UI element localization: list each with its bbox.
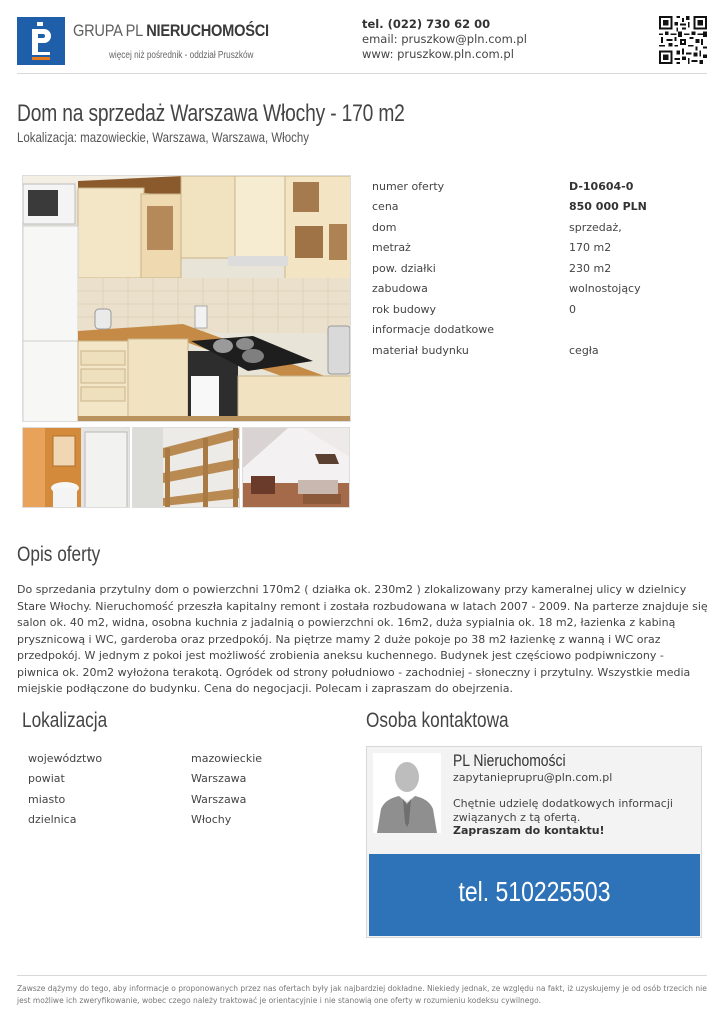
param-key: metraż — [372, 241, 411, 255]
param-value: 170 m2 — [569, 241, 612, 255]
location-value: Warszawa — [191, 792, 247, 806]
param-row — [372, 299, 712, 320]
office-contact — [362, 17, 527, 62]
qr-code-icon — [659, 16, 707, 64]
location-row — [28, 789, 348, 810]
param-value: 230 m2 — [569, 261, 612, 275]
param-value: 850 000 PLN — [569, 200, 647, 214]
contact-name: PL Nieruchomości — [453, 751, 566, 770]
param-row — [372, 238, 712, 259]
param-key: numer oferty — [372, 179, 445, 193]
param-key: cena — [372, 200, 399, 214]
location-row — [28, 769, 348, 790]
description-text: Do sprzedania przytulny dom o powierzchni 170m2 ( działka ok. 230m2 ) zlokalizowany przy kameralnej ulicy w dzielnicy Stare Włochy. Nieruchomość przeszła kapitalny remont i została rozbudowana w latach 2007 - 2009. Na parterze znajduje się salon ok. 40 m2, widna, osobna kuchnia z jadalnią o powierzchni ok. 16m2, duża sypialnia ok. 18 m2, łazienka z kabiną prysznicową i WC, garderoba oraz przedpokój. Na piętrze mamy 2 duże pokoje po 38 m2 łazienkę z wanną i WC oraz przedpokój. W jednym z pokoi jest możliwość zrobienia aneksu kuchennego. Budynek jest częściowo podpiwniczony - piwnica ok. 20m2 wyłożona terakotą. Ogródek od strony południowo - zachodniej - słoneczny i przytulny. Wszystkie media miejskie podłączone do budynku. Cena do negocjacji. Polecam i zapraszam do obejrzenia. — [17, 583, 708, 695]
description-heading: Opis oferty — [17, 543, 101, 566]
offer-parameters — [372, 176, 712, 361]
brand-prefix: GRUPA PL — [73, 21, 147, 40]
param-key: informacje dodatkowe — [372, 323, 495, 337]
brand-tagline: więcej niż pośrednik - oddział Pruszków — [109, 50, 254, 61]
param-row — [372, 340, 712, 361]
thumbnail-attic-room[interactable] — [242, 427, 350, 508]
param-key: zabudowa — [372, 282, 428, 296]
staircase-photo-image — [133, 428, 240, 508]
location-heading: Lokalizacja — [22, 709, 108, 732]
param-row — [372, 258, 712, 279]
location-key: powiat — [28, 772, 65, 786]
param-row — [372, 320, 712, 341]
param-value: 0 — [569, 302, 576, 316]
location-row — [28, 810, 348, 831]
param-row — [372, 217, 712, 238]
param-key: dom — [372, 220, 397, 234]
footer-divider — [17, 975, 707, 976]
location-key: dzielnica — [28, 813, 77, 827]
main-photo[interactable] — [22, 175, 351, 422]
disclaimer-text: Zawsze dążymy do tego, aby informacje o proponowanych przez nas ofertach były jak najbardziej dokładne. Niekiedy jednak, ze względu na fakt, iż uzyskujemy je od osób trzecich nie jest możliwe ich zweryfikowanie, wobec czego należy traktować je orientacyjnie i nie stanowią one oferty w rozumieniu kodeksu cywilnego. — [17, 984, 707, 1005]
param-row — [372, 197, 712, 218]
param-value: D-10604-0 — [569, 179, 634, 193]
location-value: Włochy — [191, 813, 232, 827]
location-value: mazowieckie — [191, 751, 263, 765]
contact-note-text: Chętnie udzielę dodatkowych informacji związanych z tą ofertą. — [453, 797, 673, 824]
thumbnail-staircase[interactable] — [132, 427, 240, 508]
location-value: Warszawa — [191, 772, 247, 786]
kitchen-photo-image — [23, 176, 351, 422]
contact-phone[interactable]: tel. 510225503 — [458, 876, 611, 907]
contact-note — [453, 797, 683, 838]
avatar — [373, 753, 441, 833]
thumbnail-bathroom[interactable] — [22, 427, 130, 508]
brand-name — [73, 21, 269, 41]
param-value: cegła — [569, 343, 599, 357]
listing-location: Lokalizacja: mazowieckie, Warszawa, Warszawa, Włochy — [17, 129, 309, 145]
bathroom-photo-image — [23, 428, 130, 508]
office-www[interactable]: www: pruszkow.pln.com.pl — [362, 47, 514, 61]
brand-bold: NIERUCHOMOŚCI — [146, 21, 269, 40]
contact-person-heading: Osoba kontaktowa — [366, 709, 509, 732]
param-row — [372, 176, 712, 197]
location-key: województwo — [28, 751, 103, 765]
param-key: pow. działki — [372, 261, 436, 275]
company-logo — [17, 17, 65, 65]
phone-banner[interactable] — [369, 854, 700, 936]
param-key: rok budowy — [372, 302, 437, 316]
logo-mark-icon — [17, 17, 65, 65]
param-value: sprzedaż, — [569, 220, 622, 234]
contact-person-card — [366, 746, 702, 938]
attic-room-photo-image — [243, 428, 350, 508]
param-row — [372, 279, 712, 300]
office-email[interactable]: email: pruszkow@pln.com.pl — [362, 32, 527, 46]
location-key: miasto — [28, 792, 66, 806]
person-silhouette-icon — [373, 753, 441, 833]
header-divider — [17, 73, 707, 74]
param-key: materiał budynku — [372, 343, 469, 357]
param-value: wolnostojący — [569, 282, 641, 296]
location-table — [28, 748, 348, 830]
location-row — [28, 748, 348, 769]
listing-title: Dom na sprzedaż Warszawa Włochy - 170 m2 — [17, 100, 405, 127]
office-phone[interactable]: tel. (022) 730 62 00 — [362, 17, 491, 31]
contact-email[interactable]: zapytanieprupru@pln.com.pl — [453, 771, 613, 784]
contact-note-cta: Zapraszam do kontaktu! — [453, 824, 605, 837]
